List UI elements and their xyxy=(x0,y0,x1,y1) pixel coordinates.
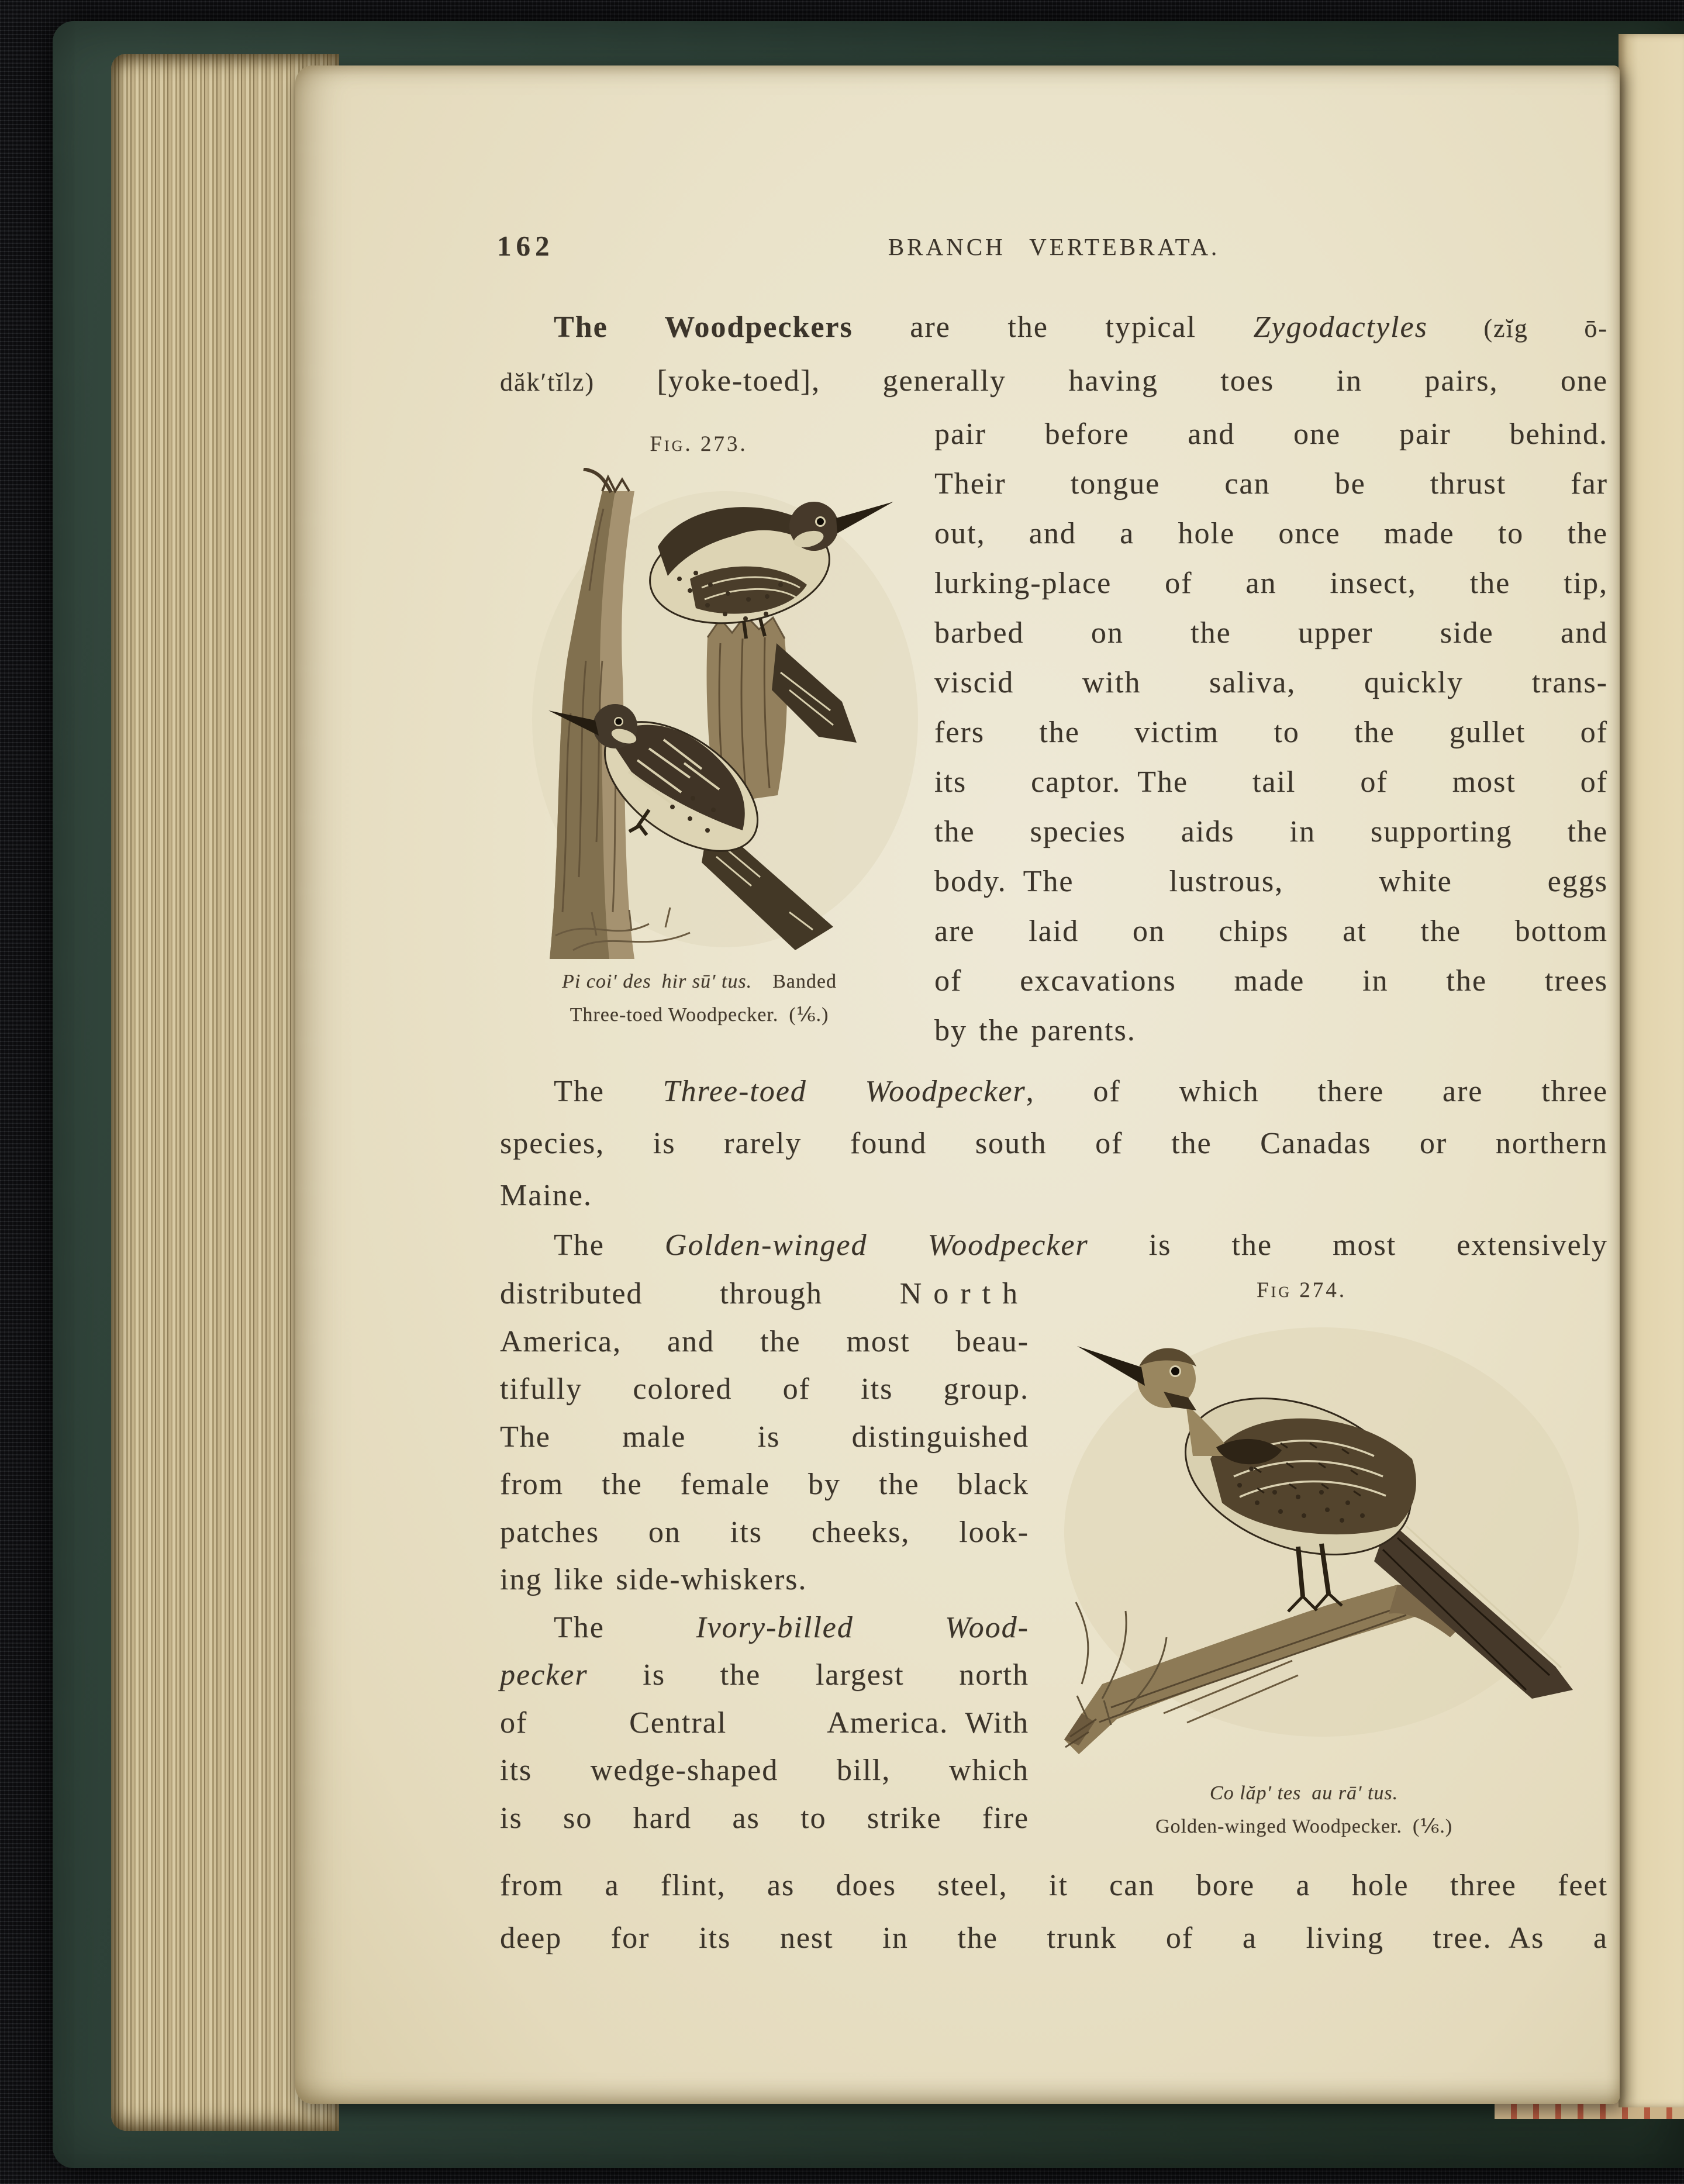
paragraph-bottom xyxy=(500,1859,1608,1965)
text-line: its wedge-shaped bill, which xyxy=(500,1754,1029,1787)
text-line: distributed through North xyxy=(500,1277,1029,1310)
adjacent-page-edge xyxy=(1619,34,1684,2107)
text-line: of excavations made in the trees xyxy=(934,964,1608,998)
text-line: The Three-toed Woodpecker, of which there are three xyxy=(554,1075,1608,1108)
paragraph-three-toed xyxy=(500,1065,1608,1222)
text-line: The Woodpeckers are the typical Zygodactyles (zĭg ō- xyxy=(554,310,1608,344)
fig274-caption xyxy=(1099,1776,1509,1843)
text-line: patches on its cheeks, look- xyxy=(500,1515,1029,1549)
column-golden-winged-text xyxy=(500,1270,1029,1842)
text-line: pecker is the largest north xyxy=(500,1658,1029,1692)
text-line: from a flint, as does steel, it can bore a hole three feet xyxy=(500,1869,1608,1902)
text-line: Their tongue can be thrust far xyxy=(934,467,1608,501)
text-line: The Golden-winged Woodpecker is the most extensively xyxy=(554,1229,1608,1262)
text-line: are laid on chips at the bottom xyxy=(934,915,1608,948)
text-line: from the female by the black xyxy=(500,1468,1029,1501)
text-line: body. The lustrous, white eggs xyxy=(934,865,1608,898)
text-line: Co lăp′ tes au rā′ tus. xyxy=(1209,1782,1399,1804)
three-toed-woodpecker-engraving xyxy=(515,468,924,959)
column-woodpecker-anatomy-text xyxy=(934,409,1608,1055)
page-number: 162 xyxy=(497,230,554,262)
text-line: Maine. xyxy=(500,1179,592,1212)
text-line: its captor. The tail of most of xyxy=(934,765,1608,799)
text-line: lurking-place of an insect, the tip, xyxy=(934,567,1608,600)
text-line: viscid with saliva, quickly trans- xyxy=(934,666,1608,699)
text-line: pair before and one pair behind. xyxy=(934,418,1608,451)
text-line: is so hard as to strike fire xyxy=(500,1801,1029,1835)
text-line: barbed on the upper side and xyxy=(934,616,1608,650)
text-line: of Central America. With xyxy=(500,1706,1029,1740)
text-line: fers the victim to the gullet of xyxy=(934,716,1608,749)
fig274-label: Fig 274. xyxy=(1256,1278,1347,1302)
text-line: Golden-winged Woodpecker. (⅙.) xyxy=(1155,1816,1453,1837)
text-line: ing like side-whiskers. xyxy=(500,1563,808,1596)
text-line: dăk′tĭlz) [yoke-toed], generally having toes in pairs, one xyxy=(500,364,1608,398)
text-line: the species aids in supporting the xyxy=(934,815,1608,848)
fig274-illustration xyxy=(1041,1310,1602,1766)
running-header: BRANCH VERTEBRATA. xyxy=(888,233,1220,260)
golden-winged-woodpecker-engraving xyxy=(1041,1310,1602,1766)
text-line: Three-toed Woodpecker. (⅙.) xyxy=(570,1004,829,1026)
fig273-caption xyxy=(495,965,904,1031)
text-line: The male is distinguished xyxy=(500,1420,1029,1454)
text-line: tifully colored of its group. xyxy=(500,1372,1029,1406)
fig273-illustration xyxy=(515,468,924,959)
text-line: deep for its nest in the trunk of a living tree. As a xyxy=(500,1921,1608,1955)
text-line: Pi coi′ des hir sū′ tus. Banded xyxy=(562,971,837,992)
text-line: by the parents. xyxy=(934,1014,1136,1047)
text-line: species, is rarely found south of the Canadas or northern xyxy=(500,1127,1608,1160)
text-line: America, and the most beau- xyxy=(500,1324,1029,1358)
paragraph-woodpeckers-intro xyxy=(500,301,1608,409)
fig273-label: Fig. 273. xyxy=(650,432,748,456)
paragraph-golden-winged-intro xyxy=(500,1219,1608,1271)
text-line: out, and a hole once made to the xyxy=(934,517,1608,550)
text-line: The Ivory-billed Wood- xyxy=(554,1610,1029,1644)
